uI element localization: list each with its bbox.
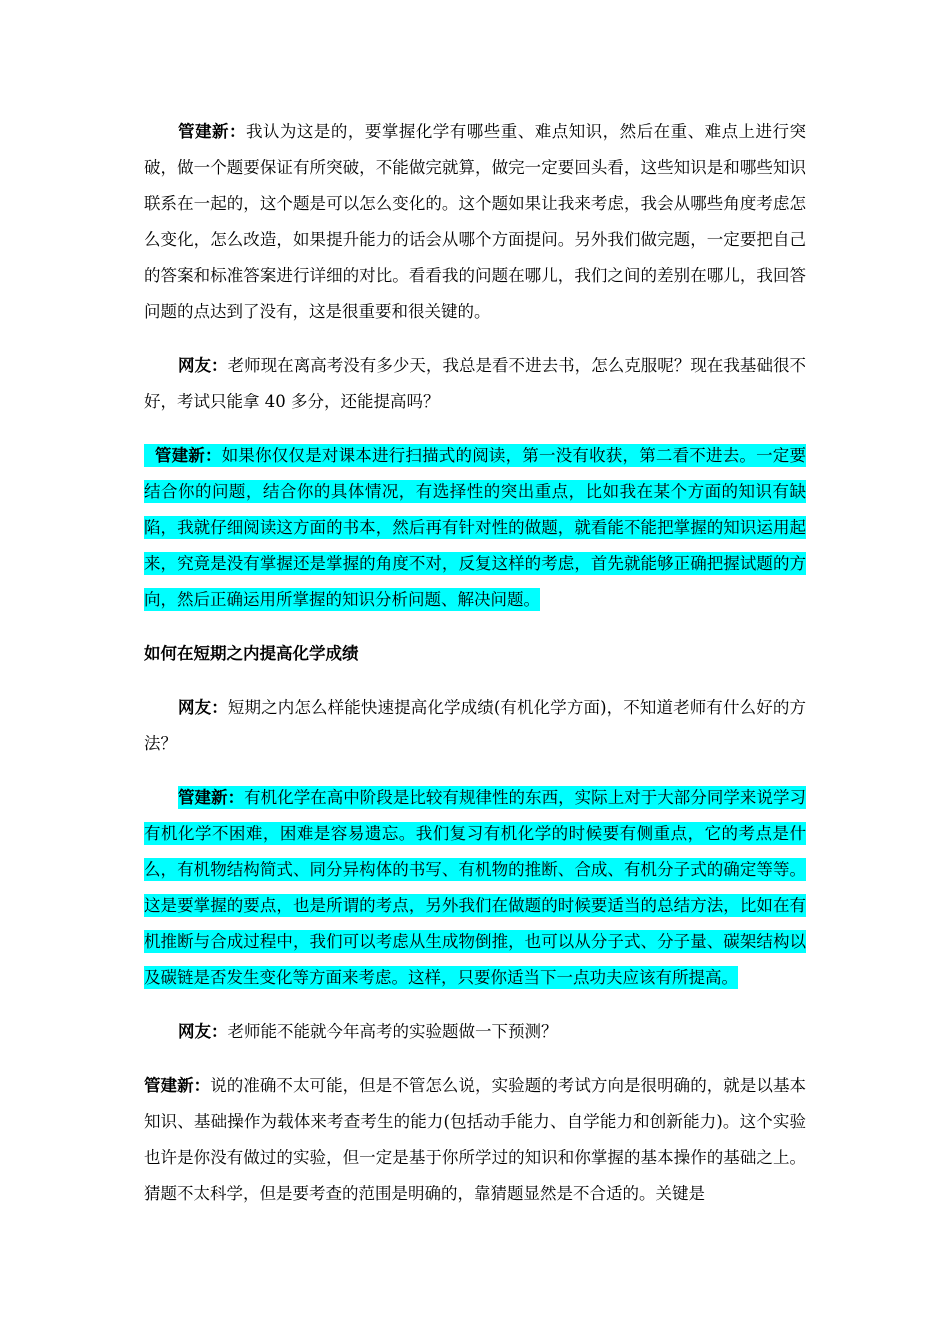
speaker-label: 管建新：	[178, 788, 245, 807]
paragraph-answer-2-highlighted	[144, 438, 806, 618]
speaker-label: 网友：	[178, 1022, 228, 1041]
paragraph-text: 有机化学在高中阶段是比较有规律性的东西，实际上对于大部分同学来说学习有机化学不困难，困难是容易遗忘。我们复习有机化学的时候要有侧重点，它的考点是什么，有机物结构简式、同分异构体的书写、有机物的推断、合成、有机分子式的确定等等。这是要掌握的要点，也是所谓的考点，另外我们在做题的时候要适当的总结方法，比如在有机推断与合成过程中，我们可以考虑从生成物倒推，也可以从分子式、分子量、碳架结构以及碳链是否发生变化等方面来考虑。这样，只要你适当下一点功夫应该有所提高。	[144, 788, 807, 987]
highlighted-text	[144, 444, 806, 611]
speaker-label: 管建新：	[178, 122, 246, 141]
paragraph-answer-3-highlighted	[144, 780, 806, 996]
paragraph-question-3	[144, 1014, 806, 1050]
paragraph-question-2	[144, 690, 806, 762]
speaker-label: 管建新：	[144, 1076, 211, 1095]
paragraph-text: 说的准确不太可能，但是不管怎么说，实验题的考试方向是很明确的，就是以基本知识、基础操作为载体来考查考生的能力(包括动手能力、自学能力和创新能力)。这个实验也许是你没有做过的实验，但一定是基于你所学过的知识和你掌握的基本操作的基础之上。猜题不太科学，但是要考查的范围是明确的，靠猜题显然是不合适的。关键是	[144, 1076, 807, 1203]
document-body	[144, 114, 806, 1212]
paragraph-text: 我认为这是的，要掌握化学有哪些重、难点知识，然后在重、难点上进行突破，做一个题要保证有所突破，不能做完就算，做完一定要回头看，这些知识是和哪些知识联系在一起的，这个题是可以怎么变化的。这个题如果让我来考虑，我会从哪些角度考虑怎么变化，怎么改造，如果提升能力的话会从哪个方面提问。另外我们做完题，一定要把自己的答案和标准答案进行详细的对比。看看我的问题在哪儿，我们之间的差别在哪儿，我回答问题的点达到了没有，这是很重要和很关键的。	[144, 122, 807, 321]
highlight-lead-space	[144, 446, 155, 465]
speaker-label: 管建新：	[154, 446, 222, 465]
paragraph-text: 老师能不能就今年高考的实验题做一下预测？	[227, 1022, 558, 1041]
paragraph-answer-4	[144, 1068, 806, 1212]
paragraph-question-1	[144, 348, 806, 420]
speaker-label: 网友：	[178, 356, 228, 375]
speaker-label: 网友：	[178, 698, 228, 717]
section-heading: 如何在短期之内提高化学成绩	[144, 644, 359, 663]
highlighted-text	[144, 786, 806, 989]
paragraph-text: 短期之内怎么样能快速提高化学成绩(有机化学方面)，不知道老师有什么好的方法？	[144, 698, 807, 753]
paragraph-text: 如果你仅仅是对课本进行扫描式的阅读，第一没有收获，第二看不进去。一定要结合你的问题，结合你的具体情况，有选择性的突出重点，比如我在某个方面的知识有缺陷，我就仔细阅读这方面的书本，然后再有针对性的做题，就看能不能把掌握的知识运用起来，究竟是没有掌握还是掌握的角度不对，反复这样的考虑，首先就能够正确把握试题的方向，然后正确运用所掌握的知识分析问题、解决问题。	[144, 446, 807, 609]
paragraph-answer-1	[144, 114, 806, 330]
paragraph-text: 老师现在离高考没有多少天，我总是看不进去书，怎么克服呢？现在我基础很不好，考试只能拿 40 多分，还能提高吗？	[144, 356, 807, 411]
